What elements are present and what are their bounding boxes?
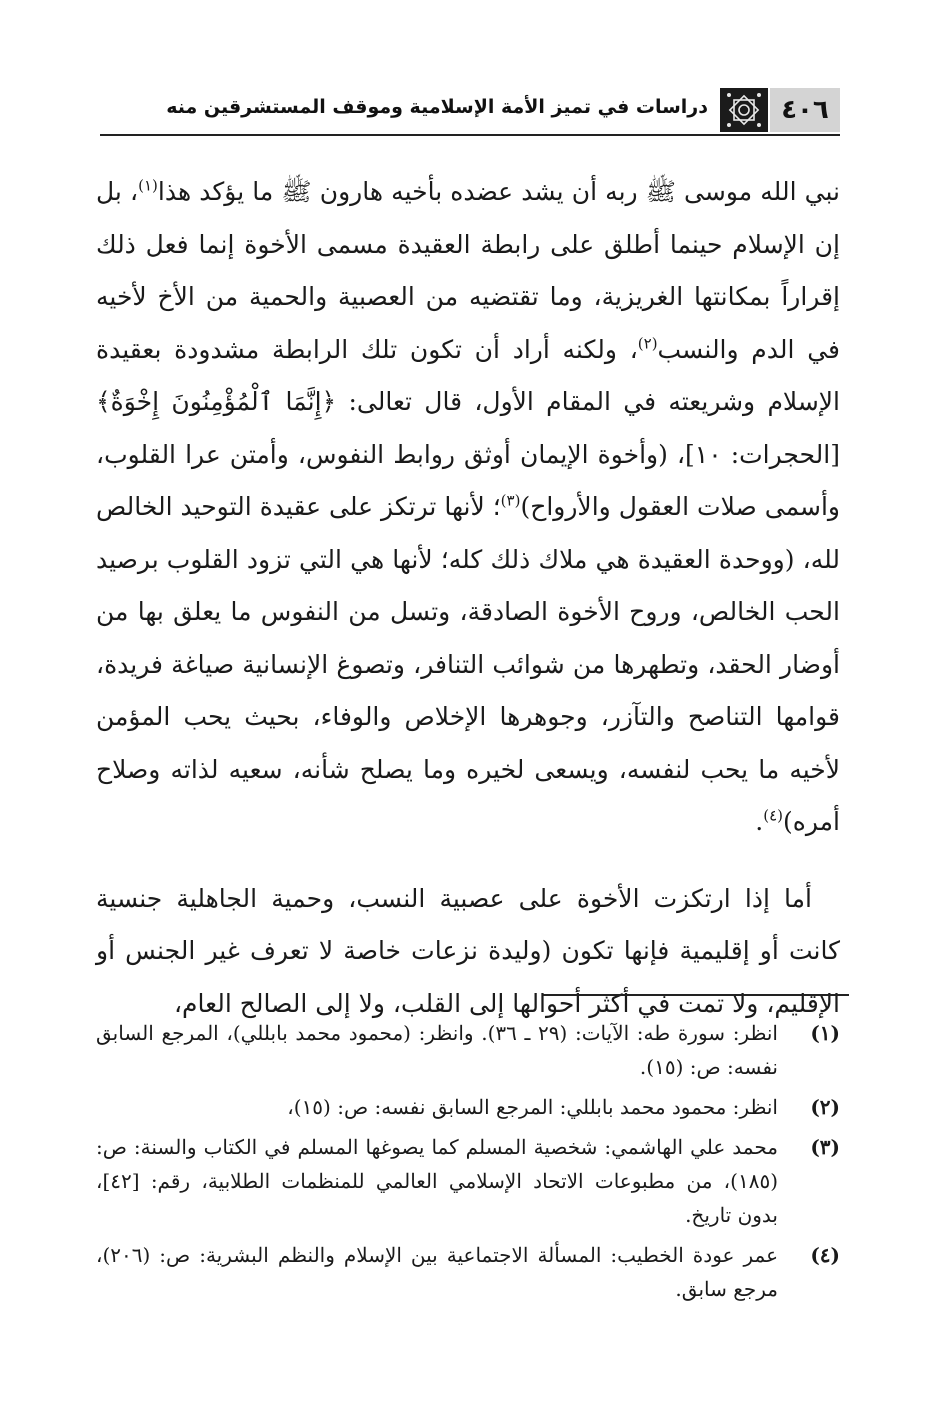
paragraph-text: أما إذا ارتكزت الأخوة على عصبية النسب، وحمية الجاهلية جنسية كانت أو إقليمية فإنها تكون (وليدة نزعات خاصة لا تعرف غير الجنس أو الإقليم، ولا تمت في أكثر أحوالها إلى القلب، ولا إلى الصالح العام، <box>96 883 840 1018</box>
footnote <box>96 1130 840 1232</box>
body-text <box>96 166 840 1030</box>
footnote-number: (١) <box>810 1021 840 1045</box>
footnote-reference: (١) <box>138 176 158 195</box>
paragraph-text: ، ولكنه أراد أن تكون تلك الرابطة مشدودة بعقيدة الإسلام وشريعته في المقام الأول، قال تعالى: ﴿إِنَّمَا ٱلْمُؤْمِنُونَ إِخْوَةٌ﴾ [الحجرات: ١٠]، (وأخوة الإيمان أوثق روابط النفوس، وأمتن عرا القلوب، وأسمى صلات العقول والأرواح) <box>96 334 840 521</box>
page-number: ٤٠٦ <box>770 88 840 132</box>
paragraph <box>96 873 840 1031</box>
footnote <box>96 1016 840 1084</box>
arabesque-ornament-icon <box>720 88 768 132</box>
header-rule <box>100 134 840 136</box>
running-title: دراسات في تميز الأمة الإسلامية وموقف المستشرقين منه <box>166 96 708 118</box>
footnote-reference: (٤) <box>763 806 784 825</box>
running-header <box>100 86 840 136</box>
footnote <box>96 1238 840 1306</box>
paragraph-text: ؛ لأنها ترتكز على عقيدة التوحيد الخالص لله، (ووحدة العقيدة هي ملاك ذلك كله؛ لأنها هي التي تزود القلوب برصيد الحب الخالص، وروح الأخوة الصادقة، وتسل من النفوس ما يعلق بها من أوضار الحقد، وتطهرها من شوائب التنافر، وتصوغ الإنسانية صياغة فريدة، قوامها التناصح والتآزر، وجوهرها الإخلاص والوفاء، بحيث يحب المؤمن لأخيه ما يحب لنفسه، ويسعى لخيره وما يصلح شأنه، سعيه لذاته وصلاح أمره) <box>96 492 840 836</box>
footnote-number: (٤) <box>810 1243 840 1267</box>
footnote-text: عمر عودة الخطيب: المسألة الاجتماعية بين الإسلام والنظم البشرية: ص: (٢٠٦)، مرجع سابق. <box>96 1243 778 1301</box>
footnote-separator <box>543 994 849 996</box>
footnote-number: (٢) <box>810 1095 840 1119</box>
footnote-reference: (٣) <box>500 491 521 510</box>
footnote-reference: (٢) <box>637 334 658 353</box>
footnote-number: (٣) <box>810 1135 840 1159</box>
footnote-text: انظر: محمود محمد بابللي: المرجع السابق نفسه: ص: (١٥)، <box>287 1095 778 1119</box>
footnotes <box>96 1016 840 1312</box>
paragraph <box>96 166 840 849</box>
paragraph-text: ، بل إن الإسلام حينما أطلق على رابطة العقيدة مسمى الأخوة إنما فعل ذلك إقراراً بمكانتها الغريزية، وما تقتضيه من العصبية والحمية من الأخ لأخيه في الدم والنسب <box>96 177 840 364</box>
paragraph-text: . <box>755 807 764 836</box>
footnote-text: محمد علي الهاشمي: شخصية المسلم كما يصوغها المسلم في الكتاب والسنة: ص: (١٨٥)، من مطبوعات الاتحاد الإسلامي العالمي للمنظمات الطلابية، رقم: [٤٢]، بدون تاريخ. <box>96 1135 778 1227</box>
paragraph-text: نبي الله موسى ﷺ ربه أن يشد عضده بأخيه هارون ﷺ ما يؤكد هذا <box>157 177 840 206</box>
footnote <box>96 1090 840 1124</box>
footnote-text: انظر: سورة طه: الآيات: (٢٩ ـ ٣٦). وانظر: (محمود محمد بابللي)، المرجع السابق نفسه: ص: (١٥). <box>96 1021 778 1079</box>
